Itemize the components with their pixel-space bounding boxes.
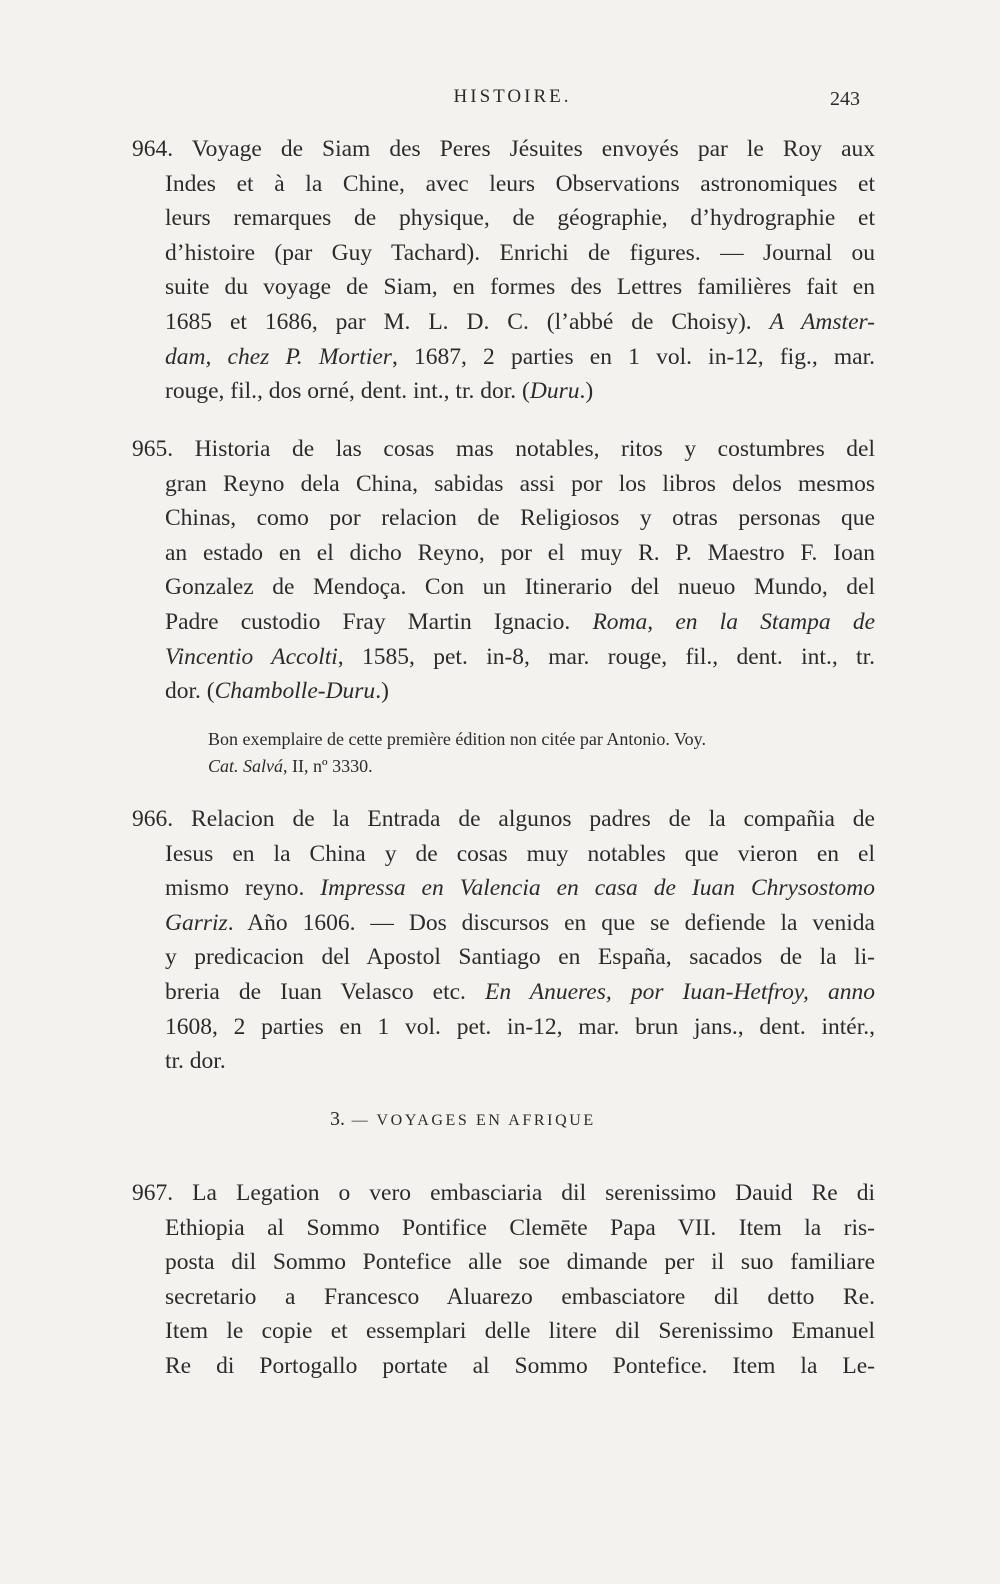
entry-966 (132, 802, 875, 1079)
imprint-italic: Vincentio Accolti (165, 643, 338, 670)
entry-line: dam, chez P. Mortier, 1687, 2 parties en 1 vol. in-12, fig., mar. (165, 343, 875, 370)
page-number: 243 (830, 88, 860, 110)
entry-line: Padre custodio Fray Martin Ignacio. Roma, en la Stampa de (165, 608, 876, 635)
entry-line: 964. Voyage de Siam des Peres Jésuites envoyés par le Roy aux (132, 136, 875, 162)
entry-line: posta dil Sommo Pontefice alle soe dimande per il suo familiare (165, 1249, 875, 1276)
entry-number: 964. (132, 136, 174, 162)
entry-line: Re di Portogallo portate al Sommo Pontefice. Item la Le- (165, 1352, 875, 1379)
imprint-italic: Roma, en la Stampa de (592, 608, 876, 635)
entry-line: d’histoire (par Guy Tachard). Enrichi de figures. — Journal ou (165, 239, 875, 266)
imprint-italic: Impressa en Valencia en casa de Iuan Chrysostomo (320, 875, 875, 902)
entry-965-note (208, 726, 880, 780)
page-header (165, 86, 860, 116)
note-line: Bon exemplaire de cette première édition non citée par Antonio. Voy. (208, 729, 707, 749)
entry-line: Vincentio Accolti, 1585, pet. in-8, mar. rouge, fil., dent. int., tr. (165, 643, 875, 670)
note-italic: Cat. Salvá (208, 756, 283, 776)
running-title: HISTOIRE. (453, 86, 572, 107)
entry-964 (132, 132, 876, 409)
entry-line: leurs remarques de physique, de géographie, d’hydrographie et (165, 205, 875, 232)
entry-line: rouge, fil., dos orné, dent. int., tr. dor. (Duru.) (165, 378, 594, 405)
entry-line: Garriz. Año 1606. — Dos discursos en que se defiende la venida (165, 909, 875, 936)
entry-line: tr. dor. (165, 1048, 226, 1075)
entry-line: 965. Historia de las cosas mas notables, ritos y costumbres del (132, 436, 875, 462)
section-title-text: — VOYAGES EN AFRIQUE (345, 1112, 596, 1129)
entry-line: Iesus en la China y de cosas muy notables que vieron en el (165, 840, 875, 867)
entry-number: 966. (132, 806, 174, 832)
section-number: 3. (330, 1108, 345, 1130)
entry-line: 1685 et 1686, par M. L. D. C. (l’abbé de Choisy). A Amster- (165, 308, 876, 335)
binder-italic: Chambolle-Duru (214, 678, 376, 705)
imprint-italic: En Anueres, por Iuan-Hetfroy, anno (485, 978, 875, 1005)
entry-line: gran Reyno dela China, sabidas assi por los libros delos mesmos (165, 470, 875, 497)
entry-number: 965. (132, 436, 174, 462)
entry-line: 1608, 2 parties en 1 vol. pet. in-12, mar. brun jans., dent. intér., (165, 1013, 875, 1040)
binder-italic: Duru (529, 378, 580, 405)
imprint-italic: A Amster- (769, 308, 876, 335)
entry-line: y predicacion del Apostol Santiago en España, sacados de la li- (165, 944, 875, 971)
entry-line: Gonzalez de Mendoça. Con un Itinerario del nueuo Mundo, del (165, 574, 875, 601)
entry-line: mismo reyno. Impressa en Valencia en casa de Iuan Chrysostomo (165, 875, 875, 902)
entry-line: breria de Iuan Velasco etc. En Anueres, por Iuan-Hetfroy, anno (165, 978, 875, 1005)
entry-line: Indes et à la Chine, avec leurs Observations astronomiques et (165, 170, 875, 197)
section-heading (330, 1108, 680, 1131)
entry-line: 966. Relacion de la Entrada de algunos padres de la compañia de (132, 806, 875, 832)
entry-line: secretario a Francesco Aluarezo embasciatore dil detto Re. (165, 1283, 875, 1310)
entry-line: Chinas, como por relacion de Religiosos y otras personas que (165, 505, 875, 532)
entry-line: Ethiopia al Sommo Pontifice Clemēte Papa VII. Item la ris- (165, 1214, 875, 1241)
entry-line: suite du voyage de Siam, en formes des Lettres familières fait en (165, 274, 875, 301)
entry-line: an estado en el dicho Reyno, por el muy R. P. Maestro F. Ioan (165, 539, 875, 566)
entry-965 (132, 432, 876, 709)
entry-967 (132, 1176, 875, 1384)
entry-line: dor. (Chambolle-Duru.) (165, 678, 389, 705)
imprint-italic: Garriz (165, 909, 228, 936)
entry-line: 967. La Legation o vero embasciaria dil serenissimo Dauid Re di (132, 1180, 875, 1206)
entry-number: 967. (132, 1180, 174, 1206)
imprint-italic: dam, chez P. Mortier (165, 343, 392, 370)
note-line: Cat. Salvá, II, nº 3330. (208, 756, 373, 776)
entry-line: Item le copie et essemplari delle litere dil Serenissimo Emanuel (165, 1318, 875, 1345)
